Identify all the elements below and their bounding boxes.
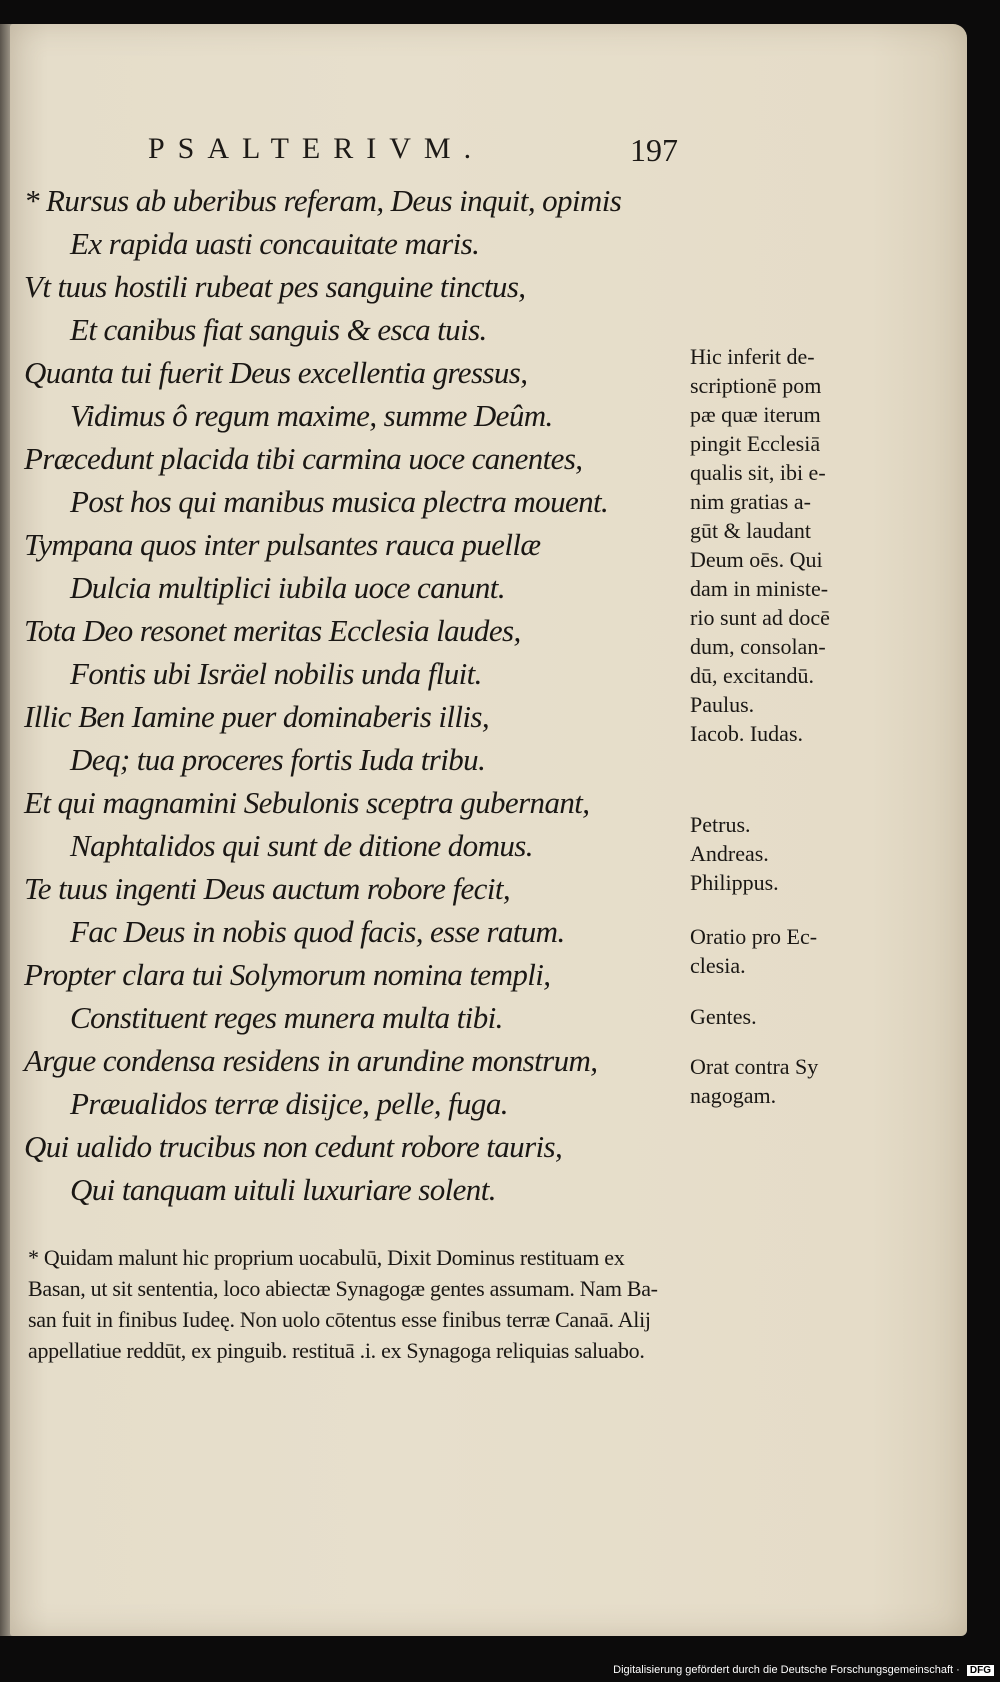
- verse-line: * Rursus ab uberibus referam, Deus inquit, opimis: [24, 183, 622, 218]
- dfg-logo: DFG: [967, 1665, 994, 1676]
- verse-line: Vidimus ô regum maxime, summe Deûm.: [70, 398, 553, 433]
- note-line: Deum oēs. Qui: [690, 547, 823, 572]
- verse-line: Post hos qui manibus musica plectra mouent.: [70, 484, 609, 519]
- note-line: gūt & laudant: [690, 518, 811, 543]
- verse-line: Qui tanquam uituli luxuriare solent.: [70, 1172, 496, 1207]
- note-line: Orat contra Sy: [690, 1054, 819, 1079]
- verse-line: Vt tuus hostili rubeat pes sanguine tinctus,: [24, 269, 526, 304]
- footnote-line: appellatiue reddūt, ex pinguib. restituā .i. ex Synagoga reliquias saluabo.: [28, 1338, 645, 1363]
- verse-line: Tota Deo resonet meritas Ecclesia laudes,: [24, 613, 521, 648]
- verse-line: Præcedunt placida tibi carmina uoce canentes,: [24, 441, 583, 476]
- credit-text: Digitalisierung gefördert durch die Deutsche Forschungsgemeinschaft ·: [613, 1664, 960, 1676]
- margin-note: [690, 1002, 920, 1031]
- verse-line: Propter clara tui Solymorum nomina templi,: [24, 957, 551, 992]
- verse-line: Dulcia multiplici iubila uoce canunt.: [70, 570, 505, 605]
- note-line: nim gratias a-: [690, 489, 811, 514]
- note-line: pingit Ecclesiā: [690, 431, 821, 456]
- verse-line: Illic Ben Iamine puer dominaberis illis,: [24, 699, 490, 734]
- note-line: Hic inferit de-: [690, 344, 815, 369]
- note-line: dū, excitandū.: [690, 663, 815, 688]
- note-line: dam in ministe-: [690, 576, 829, 601]
- note-line: Iacob. Iudas.: [690, 721, 804, 746]
- footnote-line: san fuit in finibus Iudeę. Non uolo cōtentus esse finibus terræ Canaā. Alij: [28, 1307, 651, 1332]
- footnote-line: Basan, ut sit sententia, loco abiectæ Synagogæ gentes assumam. Nam Ba-: [28, 1276, 658, 1301]
- verse-line: Argue condensa residens in arundine monstrum,: [24, 1043, 598, 1078]
- running-title: PSALTERIVM.: [148, 132, 485, 165]
- verse-line: Te tuus ingenti Deus auctum robore fecit,: [24, 871, 510, 906]
- verse-line: Et canibus fiat sanguis & esca tuis.: [70, 312, 487, 347]
- note-line: Petrus.: [690, 812, 751, 837]
- margin-note: [690, 1052, 920, 1110]
- margin-note: [690, 922, 920, 980]
- verse-line: Fontis ubi Isräel nobilis unda fluit.: [70, 656, 482, 691]
- footnote-line: * Quidam malunt hic proprium uocabulū, Dixit Dominus restituam ex: [28, 1245, 625, 1270]
- note-line: scriptionē pom: [690, 373, 822, 398]
- verse-line: Deq; tua proceres fortis Iuda tribu.: [70, 742, 486, 777]
- verse-line: Fac Deus in nobis quod facis, esse ratum.: [70, 914, 565, 949]
- note-line: qualis sit, ibi e-: [690, 460, 826, 485]
- note-line: dum, consolan-: [690, 634, 826, 659]
- note-line: nagogam.: [690, 1083, 777, 1108]
- note-line: Oratio pro Ec-: [690, 924, 818, 949]
- note-line: Paulus.: [690, 692, 755, 717]
- verse-line: Præualidos terræ disijce, pelle, fuga.: [70, 1086, 508, 1121]
- note-line: clesia.: [690, 953, 746, 978]
- verse-line: Et qui magnamini Sebulonis sceptra gubernant,: [24, 785, 590, 820]
- verse-line: Naphtalidos qui sunt de ditione domus.: [70, 828, 533, 863]
- margin-note: [690, 810, 920, 897]
- note-line: Andreas.: [690, 841, 769, 866]
- page-number: 197: [630, 132, 678, 168]
- note-line: Gentes.: [690, 1004, 757, 1029]
- margin-note: [690, 342, 920, 748]
- verse-line: Ex rapida uasti concauitate maris.: [70, 226, 480, 261]
- verse-line: Quanta tui fuerit Deus excellentia gressus,: [24, 355, 528, 390]
- verse-line: Qui ualido trucibus non cedunt robore tauris,: [24, 1129, 563, 1164]
- verse-line: Tympana quos inter pulsantes rauca puellæ: [24, 527, 541, 562]
- note-line: pæ quæ iterum: [690, 402, 821, 427]
- digitization-credit: [613, 1664, 994, 1676]
- note-line: rio sunt ad docē: [690, 605, 830, 630]
- note-line: Philippus.: [690, 870, 779, 895]
- verse-line: Constituent reges munera multa tibi.: [70, 1000, 503, 1035]
